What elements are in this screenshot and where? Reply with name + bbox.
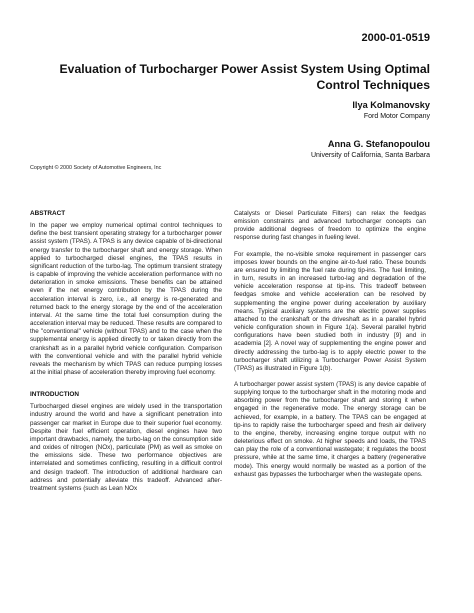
introduction-text: Turbocharged diesel engines are widely used in the transportation industry around the world and have a significant penetration into passenger car market in Europe due to their superior fuel economy. Despite their fuel efficient operation, diesel engines have two important drawbacks, namely, the turbo-lag on the consumption side and oxides of nitrogen (NOx), particulate (PM) as well as smoke on the emissions side. These two performance objectives are interrelated and sometimes conflicting, resulting in a difficult control and design tradeoff. The introduction of additional hardware can address and potentially alleviate this tradeoff. Advanced after-treatment systems (such as Lean NOx [30,403,222,492]
paper-id: 2000-01-0519 [361,32,430,44]
introduction-heading: INTRODUCTION [30,391,79,399]
author-block-2 [311,138,430,161]
author-name: Ilya Kolmanovsky [352,100,430,110]
left-column [30,210,222,501]
body-paragraph: Catalysts or Diesel Particulate Filters) can relax the feedgas emission constraints and advanced turbocharger concepts can provide additional degrees of freedom to optimize the engine response during fast changes in fueling level. [234,210,426,242]
abstract-text: In the paper we employ numerical optimal control techniques to define the best transient operating strategy for a turbocharger power assist system (TPAS). A TPAS is any device capable of bi-directional energy transfer to the turbocharger shaft and energy storage. When applied to turbocharged diesel engines, the TPAS results in significant reduction of the turbo-lag. The optimum transient strategy is capable of improving the vehicle acceleration performance with no deterioration in smoke emissions. These benefits can be attained even if the net energy contribution by the TPAS during the acceleration interval is zero, i.e., all energy is re-generated and returned back to the energy storage by the end of the acceleration interval. At the same time the total fuel consumption during the acceleration interval may be reduced. These results are compared to the "conventional" vehicle (without TPAS) and to the case when the supplemental energy is applied directly to or taken directly from the crankshaft as in a parallel hybrid vehicle configuration. Comparison with the conventional vehicle and with the parallel hybrid vehicle reveals the mechanism by which TPAS can reduce pumping losses at the initial phase of acceleration thereby improving fuel economy. [30,222,222,376]
copyright-notice: Copyright © 2000 Society of Automotive Engineers, Inc [30,165,162,171]
body-paragraph: For example, the no-visible smoke requirement in passenger cars imposes lower bounds on the engine air-to-fuel ratio. These bounds are ensured by limiting the fuel rate during tip-ins. The fuel limiting, in turn, results in an increased turbo-lag and degradation of the vehicle acceleration response at tip-ins. This tradeoff between feedgas smoke and vehicle acceleration can be resolved by supplementing the engine power during acceleration by auxiliary means. Typical auxiliary systems are the electric power supplies attached to the crankshaft or the driveshaft as in a parallel hybrid vehicle configuration shown in Figure 1(a). Several parallel hybrid configurations have been studied both in industry [9] and in academia [2]. A novel way of supplementing the engine power and directly addressing the turbo-lag is to apply electric power to the turbocharger shaft utilizing a Turbocharger Power Assist System (TPAS) as illustrated in Figure 1(b). [234,250,426,372]
abstract-heading: ABSTRACT [30,210,66,217]
body-paragraph: A turbocharger power assist system (TPAS) is any device capable of supplying torque to the turbocharger shaft in the motoring mode and absorbing power from the turbocharger shaft and storing it when engaged in the regenerative mode. The energy storage can be achieved, for example, in a battery. The TPAS can be engaged at tip-ins to rapidly raise the turbocharger speed and fresh air delivery to the engine, thereby, increasing engine torque output with no deleterious effect on smoke. At higher speeds and loads, the TPAS can play the role of a conventional wastegate; it regulates the boost pressure, while at the same time, it charges a battery (regenerative mode). This energy would normally be wasted as a portion of the exhaust gas bypasses the turbocharger when the wastegate opens. [234,380,426,478]
right-column [234,210,426,487]
author-affiliation: University of California, Santa Barbara [310,152,430,159]
author-block-1 [352,99,430,122]
paper-title: Evaluation of Turbocharger Power Assist System Using Optimal Control Techniques [59,62,430,92]
author-name: Anna G. Stefanopoulou [327,139,430,149]
author-affiliation: Ford Motor Company [363,113,430,120]
